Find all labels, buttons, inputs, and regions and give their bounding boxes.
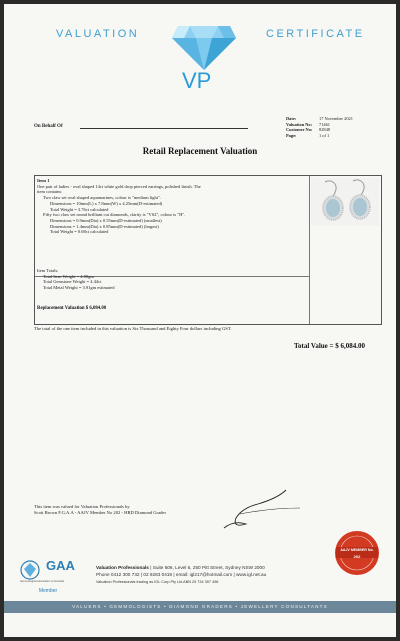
table-divider — [309, 176, 310, 324]
meta-key: Customer No: — [286, 127, 313, 133]
item-line: item contains: — [37, 189, 63, 195]
item-description — [37, 178, 305, 235]
certificate-page — [4, 4, 396, 637]
gaa-subtitle: Gemmological Association of Australia — [20, 580, 64, 583]
logo-vp-text: VP — [182, 68, 212, 93]
item-table — [34, 175, 382, 325]
stone-line: Two claw set oval shaped aquamarines, colour is "medium light". — [43, 195, 161, 201]
seal-member-text: AAJV MEMBER No. — [340, 548, 374, 552]
seal-number: 202 — [353, 554, 361, 559]
meta-block — [286, 116, 353, 138]
meta-value: 71461 — [319, 121, 330, 127]
total-line: Total Metal Weight = 3.91gm estimated — [43, 285, 115, 291]
stones-list — [37, 195, 305, 235]
meta-value: 17 November 2021 — [319, 116, 353, 121]
total-line: Total Item Weight = 4.80gm — [43, 273, 94, 279]
summary-text: The total of the one item included in this valuation is Six Thousand and Eighty Four dollars including GST. — [34, 326, 232, 331]
stone-line: Total Weight = 3.76ct calculated — [50, 206, 109, 212]
company-address: | Suite 606, Level 6, 250 Pitt Street, Sydney NSW 2000 — [148, 565, 265, 570]
company-contact: Phone 0412 300 732 | 02 9283 0419 | email: igl217@hotmail.com | www.igl.net.au — [96, 572, 267, 578]
meta-key: Date: — [286, 116, 297, 121]
signature-icon — [220, 484, 310, 534]
meta-key: Page: — [286, 132, 297, 138]
footer-margin — [4, 613, 396, 637]
stone-line: Dimensions = 1.4mm(Dia) x 0.85mm(D-estimated) (largest) — [50, 223, 159, 229]
meta-value: 82848 — [319, 127, 330, 133]
stone-line: Fifty two claw set round brilliant cut diamonds, clarity is "VS2", colour is "H". — [43, 212, 186, 218]
footer-band-text: VALUERS • GEMMOLOGISTS • DIAMOND GRADERS • JEWELLERY CONSULTANTS — [72, 604, 328, 609]
aajv-seal-icon — [334, 530, 380, 576]
item-heading: Item 1 — [37, 178, 50, 183]
earrings-photo — [311, 178, 379, 226]
valuer-line: This item was valued for Valuation Professionals by — [34, 504, 130, 509]
header-certificate-word: CERTIFICATE — [266, 28, 365, 40]
stone-line: Dimensions = 0.9mm(Dia) x 0.55mm(D-estimated) (smallest) — [50, 217, 162, 223]
total-line: Total Gemstone Weight = 4.44ct — [43, 279, 102, 285]
meta-row — [286, 133, 353, 139]
meta-value: 1 of 1 — [319, 132, 330, 138]
diamond-logo-icon — [172, 18, 236, 110]
valuer-line: Scott Brown F.G.A.A - AAJV Member No 202 - HRD Diamond Grader — [34, 510, 166, 515]
meta-key: Valuation No: — [286, 121, 313, 127]
total-value: Total Value = $ 6,084.00 — [294, 342, 366, 350]
gaa-text: GAA — [46, 558, 75, 573]
on-behalf-of-label: On Behalf Of — [34, 124, 63, 129]
stone-line: Dimensions = 10mm(L) x 7.8mm(W) x 4.25mm(D-estimated) — [50, 200, 163, 206]
footer-address — [96, 564, 266, 586]
company-name: Valuation Professionals — [96, 565, 149, 570]
stone-line: Total Weight = 0.68ct calculated — [50, 229, 109, 235]
on-behalf-of-line — [80, 128, 248, 129]
item-totals — [37, 268, 115, 291]
company-abn: Valuation Professionals trading as IGL Corp Pty Ltd ABN 25 734 397 496 — [96, 579, 219, 584]
member-label: Member — [38, 588, 58, 594]
valuer-statement — [34, 504, 166, 516]
replacement-value: Replacement Valuation $ 6,084.00 — [37, 306, 107, 311]
footer-band — [4, 601, 396, 613]
header-valuation-word: VALUATION — [56, 28, 140, 40]
totals-heading: Item Totals: — [37, 268, 59, 273]
page-title: Retail Replacement Valuation — [142, 146, 258, 156]
item-line: One pair of ladies - oval shaped 14ct white gold drop pierced earrings, polished finish. The — [37, 183, 201, 189]
